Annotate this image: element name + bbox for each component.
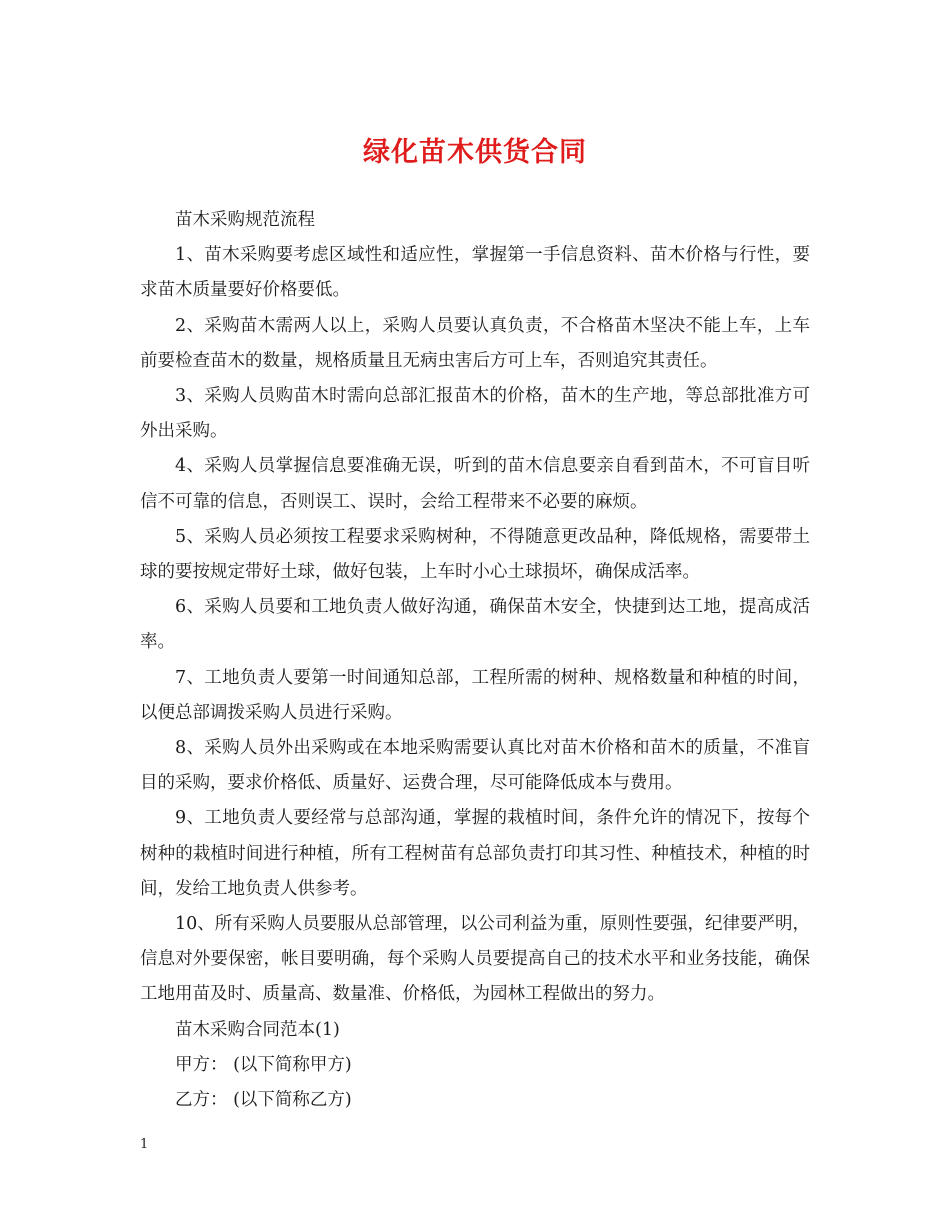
paragraph-item-2: 2、采购苗木需两人以上，采购人员要认真负责，不合格苗木坚决不能上车，上车前要检查苗木的数量，规格质量且无病虫害后方可上车，否则追究其责任。	[140, 315, 810, 371]
paragraph-item-5: 5、采购人员必须按工程要求采购树种，不得随意更改品种，降低规格，需要带土球的要按规定带好土球，做好包装，上车时小心土球损坏，确保成活率。	[140, 526, 810, 583]
section-heading: 苗木采购规范流程	[175, 210, 315, 230]
paragraph-item-3: 3、采购人员购苗木时需向总部汇报苗木的价格，苗木的生产地，等总部批准方可外出采购。	[140, 386, 810, 442]
document-body	[140, 203, 810, 1118]
paragraph-item-7: 7、工地负责人要第一时间通知总部，工程所需的树种、规格数量和种植的时间，以便总部调拨采购人员进行采购。	[140, 667, 810, 723]
party-b-line: 乙方： (以下简称乙方)	[175, 1090, 352, 1111]
paragraph-item-4: 4、采购人员掌握信息要准确无误，听到的苗木信息要亲自看到苗木，不可盲目听信不可靠的信息，否则误工、误时，会给工程带来不必要的麻烦。	[140, 456, 810, 512]
contract-template-heading: 苗木采购合同范本(1)	[175, 1019, 340, 1040]
paragraph-item-1: 1、苗木采购要考虑区域性和适应性，掌握第一手信息资料、苗木价格与行性，要求苗木质量要好价格要低。	[140, 245, 810, 301]
paragraph-item-10: 10、所有采购人员要服从总部管理，以公司利益为重，原则性要强，纪律要严明，信息对外要保密，帐目要明确，每个采购人员要提高自己的技术水平和业务技能，确保工地用苗及时、质量高、数量准、价格低，为园林工程做出的努力。	[140, 914, 810, 1005]
party-a-line: 甲方： (以下简称甲方)	[175, 1054, 352, 1075]
document-title: 绿化苗木供货合同	[363, 137, 587, 168]
paragraph-item-6: 6、采购人员要和工地负责人做好沟通，确保苗木安全，快捷到达工地，提高成活率。	[140, 597, 810, 653]
paragraph-item-9: 9、工地负责人要经常与总部沟通，掌握的栽植时间，条件允许的情况下，按每个树种的栽植时间进行种植，所有工程树苗有总部负责打印其习性、种植技术，种植的时间，发给工地负责人供参考。	[140, 808, 810, 899]
page-number: 1	[140, 1137, 149, 1152]
paragraph-item-8: 8、采购人员外出采购或在本地采购需要认真比对苗木价格和苗木的质量，不准盲目的采购，要求价格低、质量好、运费合理，尽可能降低成本与费用。	[140, 738, 810, 794]
